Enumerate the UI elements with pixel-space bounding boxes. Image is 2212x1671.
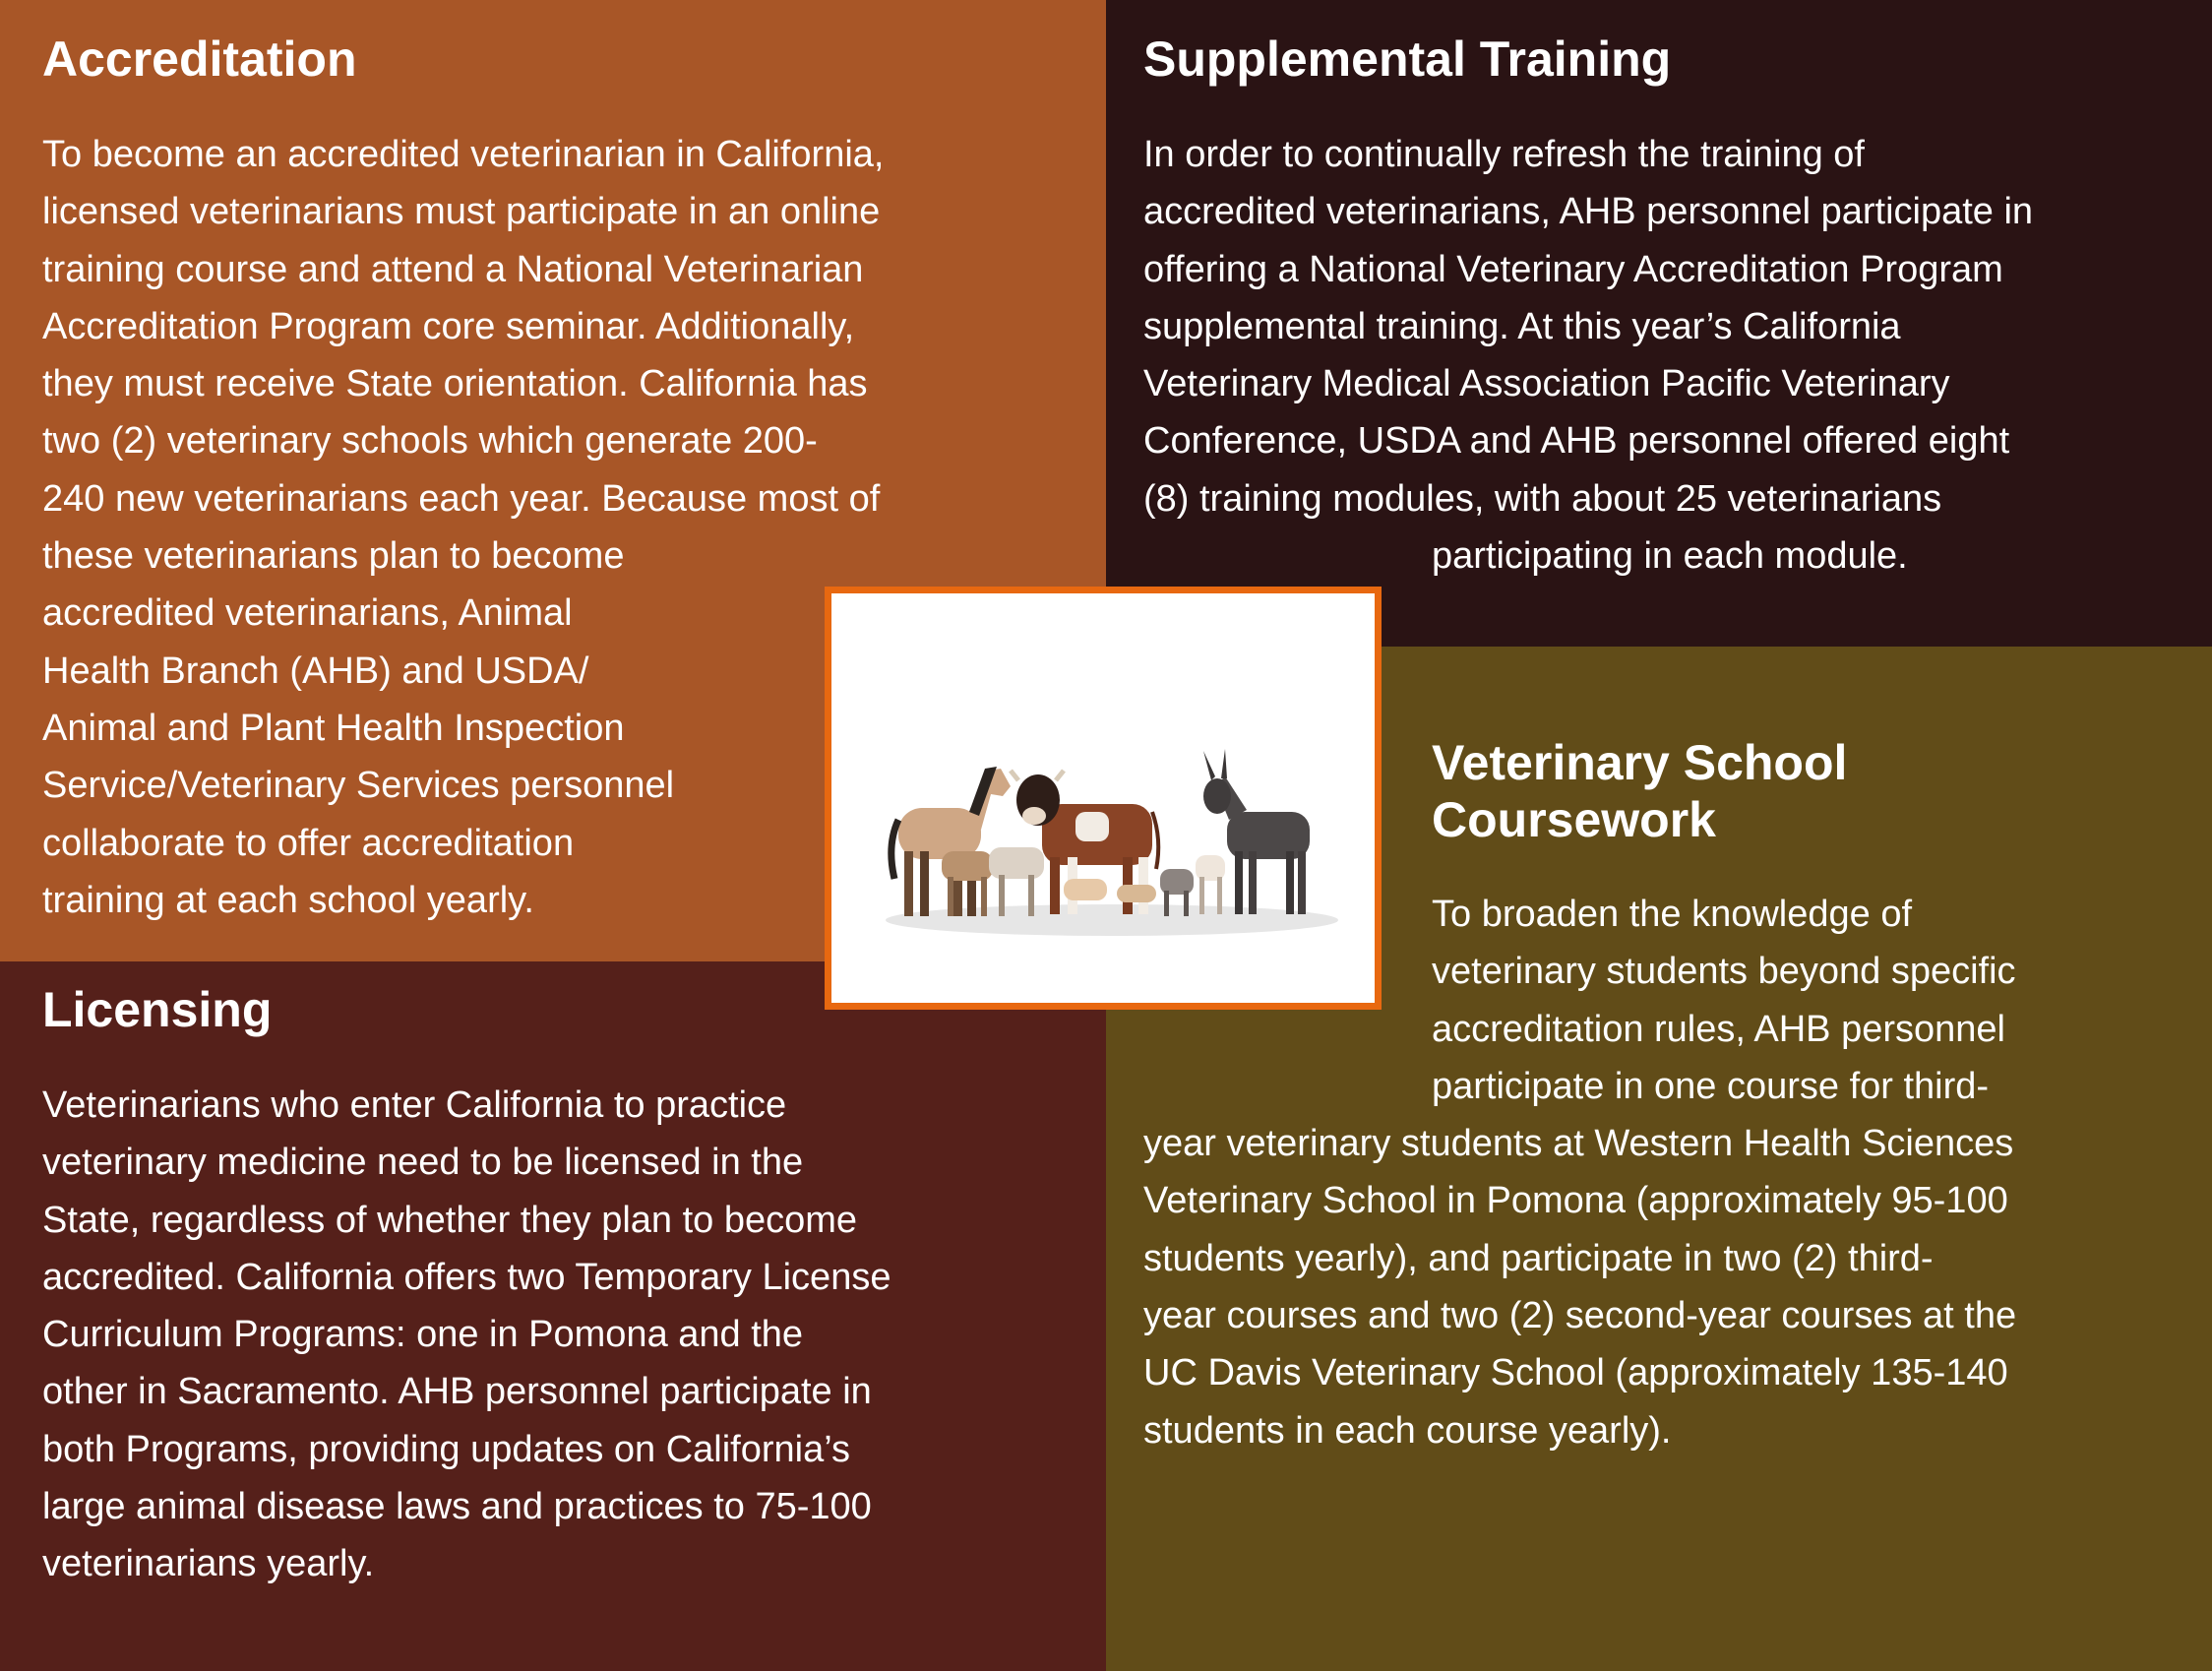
licensing-body	[42, 1077, 891, 1593]
licensing-line: accredited. California offers two Temporary License	[42, 1256, 891, 1298]
coursework-heading-line: Coursework	[1432, 792, 1716, 847]
accreditation-line: licensed veterinarians must participate in an online	[42, 191, 881, 233]
accreditation-line: To become an accredited veterinarian in California,	[42, 134, 885, 175]
supplemental-line: supplemental training. At this year’s California	[1143, 305, 1901, 347]
supplemental-line: Conference, USDA and AHB personnel offered eight	[1143, 420, 2010, 463]
licensing-line: veterinarians yearly.	[42, 1543, 375, 1585]
accreditation-line: Service/Veterinary Services personnel	[42, 765, 675, 807]
supplemental-training-body	[1143, 126, 2033, 585]
accreditation-line: accredited veterinarians, Animal	[42, 592, 573, 635]
accreditation-line: training at each school yearly.	[42, 879, 534, 921]
licensing-line: Veterinarians who enter California to practice	[42, 1084, 787, 1126]
licensing-heading: Licensing	[42, 982, 273, 1037]
accreditation-line: Animal and Plant Health Inspection	[42, 707, 625, 749]
coursework-heading-line: Veterinary School	[1432, 735, 1848, 790]
licensing-line: Curriculum Programs: one in Pomona and the	[42, 1314, 804, 1356]
farm-animals-photo	[825, 587, 1382, 1010]
accreditation-body	[42, 126, 884, 929]
supplemental-line: participating in each module.	[1432, 535, 1908, 578]
supplemental-line: (8) training modules, with about 25 veterinarians	[1143, 477, 1942, 520]
accreditation-line: 240 new veterinarians each year. Because most of	[42, 477, 881, 520]
accreditation-line: training course and attend a National Veterinarian	[42, 248, 864, 290]
accreditation-line: collaborate to offer accreditation	[42, 822, 575, 864]
licensing-line: both Programs, providing updates on California’s	[42, 1428, 850, 1470]
coursework-line: Veterinary School in Pomona (approximately 95-100	[1143, 1180, 2008, 1222]
accreditation-line: two (2) veterinary schools which generate 200-	[42, 420, 818, 463]
licensing-line: State, regardless of whether they plan to become	[42, 1199, 858, 1241]
accreditation-line: Accreditation Program core seminar. Additionally,	[42, 305, 855, 347]
licensing-line: other in Sacramento. AHB personnel participate in	[42, 1371, 872, 1413]
supplemental-line: offering a National Veterinary Accreditation Program	[1143, 248, 2003, 290]
coursework-line: year courses and two (2) second-year courses at the	[1143, 1295, 2017, 1337]
coursework-line: students in each course yearly).	[1143, 1409, 1672, 1452]
supplemental-training-heading: Supplemental Training	[1143, 31, 1672, 87]
coursework-line: year veterinary students at Western Health Sciences	[1143, 1123, 2014, 1165]
coursework-line: To broaden the knowledge of	[1432, 894, 1913, 935]
coursework-line: accreditation rules, AHB personnel	[1432, 1008, 2005, 1050]
coursework-line: veterinary students beyond specific	[1432, 951, 2016, 993]
coursework-line: participate in one course for third-	[1432, 1065, 1990, 1107]
accreditation-heading: Accreditation	[42, 31, 357, 87]
farm-animals-icon	[831, 593, 1375, 1003]
supplemental-line: accredited veterinarians, AHB personnel participate in	[1143, 191, 2034, 233]
supplemental-line: Veterinary Medical Association Pacific Veterinary	[1143, 363, 1950, 405]
accreditation-line: these veterinarians plan to become	[42, 535, 625, 578]
supplemental-line: In order to continually refresh the training of	[1143, 134, 1865, 175]
coursework-line: UC Davis Veterinary School (approximately 135-140	[1143, 1352, 2008, 1394]
coursework-heading	[1432, 734, 1847, 848]
coursework-line: students yearly), and participate in two (2) third-	[1143, 1237, 1934, 1279]
licensing-line: veterinary medicine need to be licensed in the	[42, 1142, 804, 1184]
accreditation-line: they must receive State orientation. California has	[42, 363, 868, 405]
licensing-line: large animal disease laws and practices to 75-100	[42, 1486, 872, 1528]
accreditation-line: Health Branch (AHB) and USDA/	[42, 650, 589, 692]
